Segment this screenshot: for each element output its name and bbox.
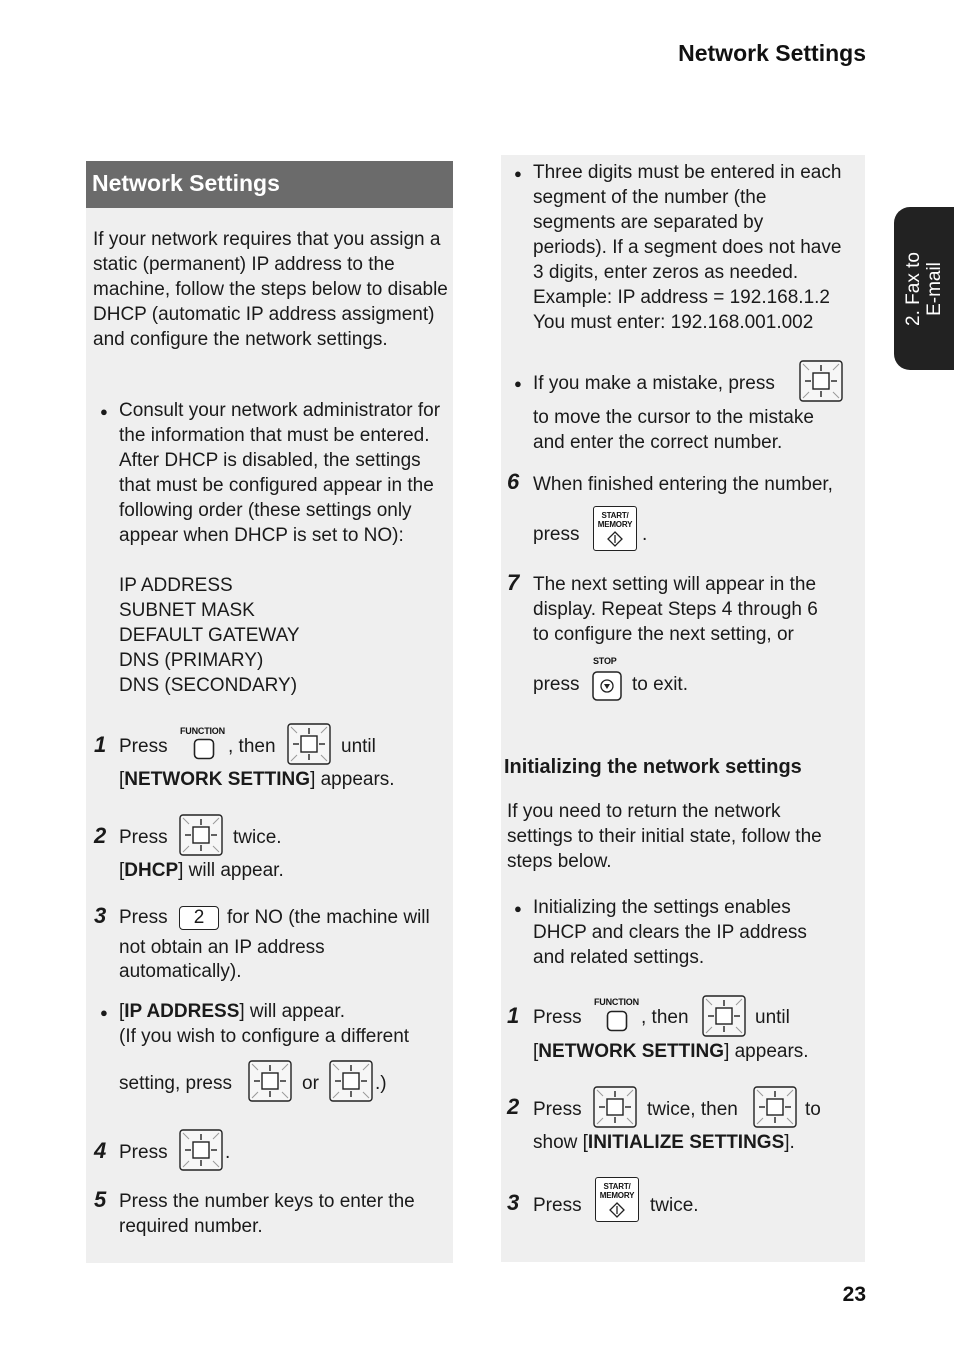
- step-number: 6: [507, 469, 520, 494]
- navigation-key-icon: [287, 723, 331, 765]
- function-key-icon: [193, 738, 215, 760]
- step-text: [IP ADDRESS] will appear.: [119, 1001, 345, 1022]
- settings-list-item: DNS (PRIMARY): [119, 650, 264, 671]
- function-key-label: FUNCTION: [594, 997, 639, 1007]
- step-text: Press: [119, 827, 168, 848]
- stop-key-label: STOP: [593, 656, 617, 666]
- consult-bullet-text: Consult your network administrator for the information that must be entered. After DHCP is disabled, the settings that must be configured appear in the following order (these settings only appear when DHCP is set to NO):: [119, 400, 441, 546]
- bullet-dot: ●: [100, 404, 108, 419]
- intro-paragraph: If your network requires that you assign a static (permanent) IP address to the machine, follow the steps below to disable DHCP (automatic IP address assigment) and configure the network settings.: [93, 229, 448, 350]
- navigation-key-icon: [248, 1060, 292, 1102]
- settings-list-item: IP ADDRESS: [119, 575, 233, 596]
- step-text: , then: [228, 736, 276, 757]
- step-text: When finished entering the number,: [533, 474, 833, 495]
- start-memory-key: [595, 1177, 639, 1222]
- step-text: [DHCP] will appear.: [119, 860, 284, 881]
- right-column: [501, 155, 865, 1262]
- start-memory-key: [593, 506, 637, 551]
- section-title-bar: [86, 161, 453, 208]
- step-text: to configure the next setting, or: [533, 624, 794, 645]
- bullet-dot: ●: [514, 166, 522, 181]
- step-number: 7: [507, 570, 520, 595]
- step-number: 1: [507, 1003, 520, 1028]
- step-text: for NO (the machine will: [227, 907, 430, 928]
- step-text: The next setting will appear in the: [533, 574, 817, 595]
- step-text: to: [805, 1099, 821, 1120]
- navigation-key-icon: [593, 1086, 637, 1128]
- start-key-label: START/ MEMORY: [599, 1182, 635, 1200]
- step-text: setting, press: [119, 1073, 232, 1094]
- step-text: , then: [641, 1007, 689, 1028]
- step-text: twice.: [650, 1195, 699, 1216]
- bullet-dot: ●: [100, 1005, 108, 1020]
- init-intro-paragraph: If you need to return the network settings to their initial state, follow the steps below.: [507, 801, 822, 872]
- navigation-key-icon: [179, 1129, 223, 1171]
- step-number: 3: [94, 903, 107, 928]
- left-column: [86, 161, 453, 1263]
- step-text: show [INITIALIZE SETTINGS].: [533, 1132, 795, 1153]
- step-text: (If you wish to configure a different: [119, 1026, 410, 1047]
- step-text: twice.: [233, 827, 282, 848]
- navigation-key-icon: [702, 995, 746, 1037]
- step-text: or: [302, 1073, 319, 1094]
- step-text: If you make a mistake, press: [533, 373, 775, 394]
- function-key-label: FUNCTION: [180, 726, 225, 736]
- start-diamond-icon: [609, 1202, 625, 1218]
- navigation-key-icon: [179, 813, 223, 857]
- step-text: Press the number keys to enter the: [119, 1191, 415, 1212]
- step-text: [NETWORK SETTING] appears.: [533, 1041, 809, 1062]
- start-diamond-icon: [607, 531, 623, 547]
- step-text: .: [642, 524, 648, 545]
- navigation-key-icon: [799, 359, 843, 403]
- step-text: not obtain an IP address: [119, 937, 325, 958]
- page-header-title: Network Settings: [678, 40, 866, 66]
- step-text: to move the cursor to the mistake: [533, 407, 814, 428]
- bullet-dot: ●: [514, 901, 522, 916]
- step-text: until: [755, 1007, 790, 1028]
- digits-bullet-text: Three digits must be entered in each segment of the number (the segments are separated by periods). If a segment does not have 3 digits, enter zeros as needed. Example: IP address = 192.168.1.2 You must enter: 192.168.001.002: [533, 162, 842, 333]
- start-key-label: START/ MEMORY: [597, 511, 633, 529]
- chapter-side-tab: [894, 207, 954, 370]
- chapter-side-tab-label: 2. Fax to E-mail: [903, 252, 945, 326]
- step-text: Press: [119, 736, 168, 757]
- step-text: Press: [533, 1007, 582, 1028]
- step-text: Press: [119, 1142, 168, 1163]
- init-section-heading: Initializing the network settings: [504, 756, 802, 778]
- step-text: and enter the correct number.: [533, 432, 783, 453]
- step-number: 4: [94, 1138, 107, 1163]
- step-text: display. Repeat Steps 4 through 6: [533, 599, 818, 620]
- section-title: Network Settings: [92, 170, 280, 196]
- function-key-icon: [606, 1010, 628, 1032]
- stop-key-icon: [592, 671, 622, 701]
- step-text: twice, then: [647, 1099, 738, 1120]
- step-text: Press: [533, 1195, 582, 1216]
- step-text: until: [341, 736, 376, 757]
- init-bullet-text: Initializing the settings enables DHCP and clears the IP address and related settings.: [533, 897, 807, 968]
- step-text: .: [225, 1142, 231, 1163]
- step-text: Press: [533, 1099, 582, 1120]
- number-key-2: 2: [179, 906, 219, 930]
- settings-list-item: DNS (SECONDARY): [119, 675, 298, 696]
- navigation-key-icon: [753, 1086, 797, 1128]
- step-number: 5: [94, 1187, 107, 1212]
- step-text: .): [375, 1073, 387, 1094]
- step-text: press: [533, 524, 580, 545]
- step-number: 3: [507, 1190, 520, 1215]
- step-number: 2: [507, 1094, 520, 1119]
- step-number: 2: [94, 823, 107, 848]
- settings-list: [119, 573, 300, 698]
- step-text: [NETWORK SETTING] appears.: [119, 769, 395, 790]
- settings-list-item: SUBNET MASK: [119, 600, 255, 621]
- step-text: automatically).: [119, 961, 242, 982]
- step-text: Press: [119, 907, 168, 928]
- bullet-dot: ●: [514, 376, 522, 391]
- step-number: 1: [94, 732, 107, 757]
- step-text: press: [533, 674, 580, 695]
- page-number: 23: [842, 1283, 866, 1306]
- settings-list-item: DEFAULT GATEWAY: [119, 625, 300, 646]
- step-text: required number.: [119, 1216, 263, 1237]
- navigation-key-icon: [329, 1060, 373, 1102]
- step-text: to exit.: [632, 674, 688, 695]
